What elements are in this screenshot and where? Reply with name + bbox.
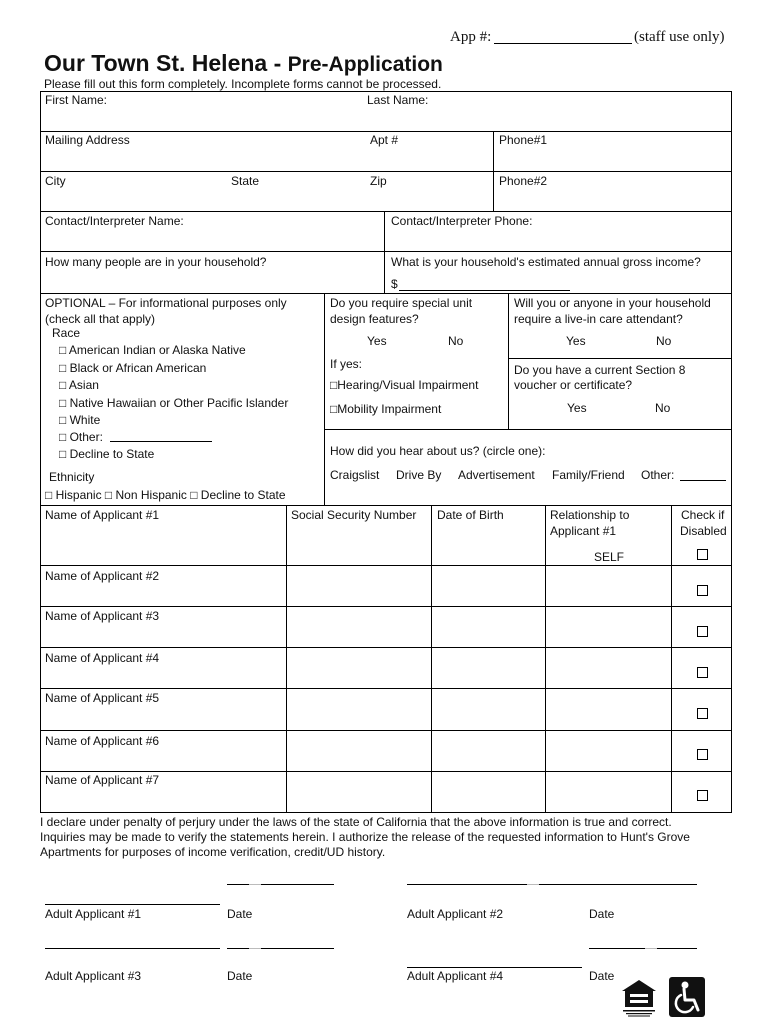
state-input[interactable] — [230, 172, 368, 211]
adult4-label: Adult Applicant #4 — [407, 969, 504, 983]
adult4-signature-line[interactable] — [407, 967, 582, 968]
disabled-checkbox-4[interactable] — [697, 667, 708, 678]
applicant-5-name-label: Name of Applicant #5 — [45, 691, 160, 705]
live-in-no[interactable]: No — [656, 334, 672, 348]
declaration-line-2: Inquiries may be made to verify the statements herein. I authorize the release of the requested information to Hunt's Grove — [40, 830, 690, 844]
disabled-checkbox-5[interactable] — [697, 708, 708, 719]
adult3-date-line[interactable] — [227, 948, 249, 949]
hear-option-drive-by[interactable]: Drive By — [396, 468, 442, 482]
hear-option-advertisement[interactable]: Advertisement — [458, 468, 535, 482]
relationship-self: SELF — [594, 550, 625, 564]
col-relationship-header: Relationship to — [550, 508, 630, 522]
contact-phone-input[interactable] — [385, 212, 731, 251]
dollar-sign: $ — [391, 277, 398, 291]
if-yes-label: If yes: — [330, 357, 363, 371]
mailing-address-label: Mailing Address — [45, 133, 130, 147]
applicant-1-name-label: Name of Applicant #1 — [45, 508, 160, 522]
hearing-impairment-option[interactable]: □Hearing/Visual Impairment — [330, 378, 479, 392]
applicant-2-name-label: Name of Applicant #2 — [45, 569, 160, 583]
col-ssn-header: Social Security Number — [291, 508, 417, 522]
equal-housing-icon — [620, 978, 658, 1018]
hear-other-field[interactable] — [680, 480, 726, 481]
race-option-pacific-islander[interactable]: □ Native Hawaiian or Other Pacific Islander — [59, 396, 289, 410]
section8-no[interactable]: No — [655, 401, 671, 415]
zip-input[interactable] — [368, 172, 493, 211]
race-option-decline[interactable]: □ Decline to State — [59, 447, 155, 461]
adult3-label: Adult Applicant #3 — [45, 969, 142, 983]
live-in-yes[interactable]: Yes — [566, 334, 586, 348]
city-input[interactable] — [40, 172, 230, 211]
race-option-american-indian[interactable]: □ American Indian or Alaska Native — [59, 343, 246, 357]
adult4-date-line[interactable] — [589, 948, 645, 949]
race-other-field[interactable] — [110, 441, 212, 442]
disabled-checkbox-1[interactable] — [697, 549, 708, 560]
title-org: Our Town St. Helena — [44, 50, 268, 76]
disabled-checkbox-2[interactable] — [697, 585, 708, 596]
adult1-date-label: Date — [227, 907, 253, 921]
first-name-input[interactable] — [40, 92, 365, 131]
special-unit-yes[interactable]: Yes — [367, 334, 387, 348]
household-size-input[interactable] — [40, 252, 384, 293]
hear-option-craigslist[interactable]: Craigslist — [330, 468, 380, 482]
hear-option-other[interactable]: Other: — [641, 468, 675, 482]
last-name-input[interactable] — [365, 92, 731, 131]
disabled-checkbox-3[interactable] — [697, 626, 708, 637]
staff-use-note: (staff use only) — [634, 29, 725, 45]
household-income-label: What is your household's estimated annual gross income? — [391, 255, 701, 269]
app-number-label: App #: — [450, 29, 492, 45]
adult1-label: Adult Applicant #1 — [45, 907, 142, 921]
race-label: Race — [52, 326, 81, 340]
household-income-input[interactable] — [399, 290, 570, 291]
instructions: Please fill out this form completely. Incomplete forms cannot be processed. — [44, 77, 442, 91]
disabled-checkbox-6[interactable] — [697, 749, 708, 760]
adult3-date-label: Date — [227, 969, 253, 983]
hear-option-family-friend[interactable]: Family/Friend — [552, 468, 625, 482]
contact-name-input[interactable] — [40, 212, 384, 251]
applicant-3-name-label: Name of Applicant #3 — [45, 609, 160, 623]
col-relationship-header-2: Applicant #1 — [550, 524, 617, 538]
phone2-input[interactable] — [494, 172, 731, 211]
section8-question-2: voucher or certificate? — [514, 378, 633, 392]
adult2-signature-line[interactable] — [407, 884, 527, 885]
col-disabled-header: Check if — [681, 508, 725, 522]
adult2-date-label: Date — [589, 907, 615, 921]
special-unit-question-2: design features? — [330, 312, 419, 326]
special-unit-question: Do you require special unit — [330, 296, 473, 310]
adult2-label: Adult Applicant #2 — [407, 907, 504, 921]
apt-input[interactable] — [368, 132, 493, 171]
declaration-line-1: I declare under penalty of perjury under the laws of the state of California that the above information is true and correct. — [40, 815, 672, 829]
section8-question: Do you have a current Section 8 — [514, 363, 686, 377]
race-option-black[interactable]: □ Black or African American — [59, 361, 207, 375]
title-dash: - — [267, 50, 288, 76]
applicant-4-name-label: Name of Applicant #4 — [45, 651, 160, 665]
col-dob-header: Date of Birth — [437, 508, 504, 522]
zip-label: Zip — [370, 174, 387, 188]
disabled-checkbox-7[interactable] — [697, 790, 708, 801]
city-label: City — [45, 174, 66, 188]
adult1-date-line[interactable] — [227, 884, 249, 885]
section8-yes[interactable]: Yes — [567, 401, 587, 415]
optional-subheading: (check all that apply) — [45, 312, 156, 326]
ethnicity-options[interactable]: □ Hispanic □ Non Hispanic □ Decline to State — [45, 488, 286, 502]
contact-name-label: Contact/Interpreter Name: — [45, 214, 184, 228]
app-number-field[interactable] — [494, 43, 632, 44]
page-title — [44, 49, 443, 79]
race-option-white[interactable]: □ White — [59, 413, 101, 427]
hear-about-question: How did you hear about us? (circle one): — [330, 444, 546, 458]
phone1-label: Phone#1 — [499, 133, 548, 147]
live-in-question: Will you or anyone in your household — [514, 296, 711, 310]
last-name-label: Last Name: — [367, 93, 429, 107]
contact-phone-label: Contact/Interpreter Phone: — [391, 214, 533, 228]
adult1-signature-line[interactable] — [45, 904, 220, 905]
race-option-asian[interactable]: □ Asian — [59, 378, 99, 392]
declaration-line-3: Apartments for purposes of income verification, credit/UD history. — [40, 845, 386, 859]
adult4-date-label: Date — [589, 969, 615, 983]
household-size-label: How many people are in your household? — [45, 255, 267, 269]
adult3-signature-line[interactable] — [45, 948, 220, 949]
ethnicity-label: Ethnicity — [49, 470, 95, 484]
live-in-question-2: require a live-in care attendant? — [514, 312, 683, 326]
phone1-input[interactable] — [494, 132, 731, 171]
adult2-date-line[interactable] — [539, 884, 697, 885]
special-unit-no[interactable]: No — [448, 334, 464, 348]
applicant-7-name-label: Name of Applicant #7 — [45, 773, 160, 787]
mailing-address-input[interactable] — [40, 132, 368, 171]
apt-label: Apt # — [370, 133, 399, 147]
applicant-6-name-label: Name of Applicant #6 — [45, 734, 160, 748]
col-disabled-header-2: Disabled — [680, 524, 727, 538]
first-name-label: First Name: — [45, 93, 108, 107]
mobility-impairment-option[interactable]: □Mobility Impairment — [330, 402, 442, 416]
title-form: Pre-Application — [287, 53, 443, 76]
phone2-label: Phone#2 — [499, 174, 548, 188]
accessibility-icon — [669, 977, 705, 1017]
state-label: State — [231, 174, 260, 188]
optional-heading: OPTIONAL – For informational purposes only — [45, 296, 287, 310]
race-option-other[interactable]: □ Other: — [59, 430, 103, 444]
